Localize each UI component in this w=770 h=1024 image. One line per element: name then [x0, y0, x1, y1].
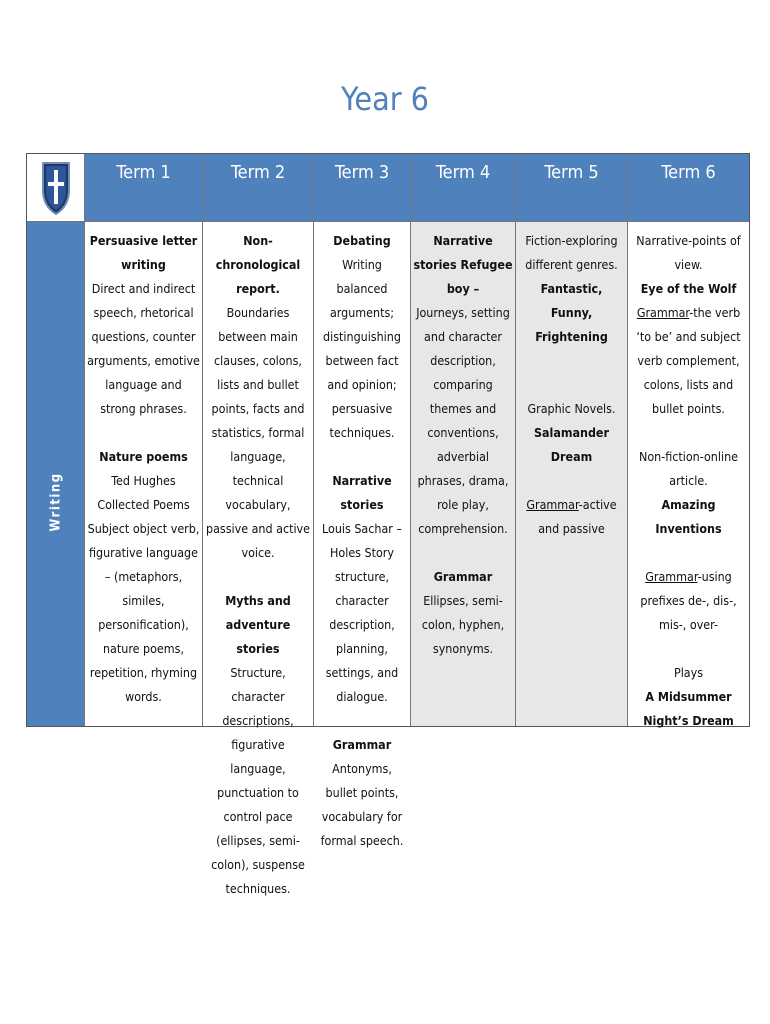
term-4-heading-1: Narrative stories Refugee boy –: [413, 233, 513, 296]
term-2-text-2: Structure, character descriptions, figurative language, punctuation to control pace (ellipses, semi-colon), suspense techniques.: [211, 665, 305, 896]
term-6-grammar-2: [630, 565, 747, 637]
term-2-heading-2: Myths and adventure stories: [225, 593, 291, 656]
term-6-plays-title: A Midsummer Night’s Dream: [643, 689, 734, 728]
term-6-book: Eye of the Wolf: [640, 281, 737, 296]
term-6-grammar-label-1: Grammar: [636, 305, 690, 320]
term-6-grammar-text-2: -using prefixes de-, dis-, mis-, over-: [640, 569, 737, 632]
curriculum-table: [26, 153, 750, 896]
term-1-text-1: Direct and indirect speech, rhetorical questions, counter arguments, emotive language and strong phrases.: [87, 281, 200, 416]
term-5-header: Term 5: [516, 154, 628, 222]
term-1-text-2: Ted Hughes Collected Poems Subject object verb, figurative language – (metaphors, similes, personification), nature poems, repetition, rhyming words.: [87, 473, 200, 704]
term-4-heading-2: Grammar: [433, 569, 493, 584]
shield-icon: [41, 160, 71, 216]
term-2-cell: [203, 222, 314, 896]
term-6-nonfiction: Non-fiction-online article.: [638, 449, 738, 488]
term-3-text-3: Antonyms, bullet points, vocabulary for formal speech.: [320, 761, 404, 848]
term-6-intro: Narrative-points of view.: [636, 233, 741, 272]
genre-frightening: Frightening: [535, 329, 608, 344]
term-5-grammar: [518, 493, 625, 541]
term-3-text-2: Louis Sachar – Holes Story structure, character description, planning, settings, and dialogue.: [322, 521, 402, 704]
term-1-cell: [85, 222, 203, 726]
term-5-graphic-label: Graphic Novels.: [527, 401, 616, 416]
term-3-heading-2: Narrative stories: [332, 473, 392, 512]
term-5-cell: [516, 222, 628, 726]
term-6-grammar-text-1: -the verb ‘to be’ and subject verb complement, colons, lists and bullet points.: [636, 305, 741, 416]
term-2-text-1: Boundaries between main clauses, colons, lists and bullet points, facts and statistics, formal language, technical vocabulary, passive and active voice.: [205, 305, 310, 560]
term-1-header: Term 1: [85, 154, 203, 222]
term-3-heading-3: Grammar: [332, 737, 392, 752]
term-3-cell: [314, 222, 411, 848]
term-6-nonfiction-title: Amazing Inventions: [655, 497, 722, 536]
term-4-text-1: Journeys, setting and character description, comparing themes and conventions, adverbial phrases, drama, role play, comprehension.: [416, 305, 510, 536]
term-2-heading-1: Non-chronological report.: [215, 233, 301, 296]
term-5-graphic-title: Salamander Dream: [533, 425, 609, 464]
school-crest: [27, 154, 85, 222]
term-2-header: Term 2: [203, 154, 314, 222]
subject-side-bar: [27, 222, 85, 726]
term-5-intro: Fiction-exploring different genres.: [525, 233, 618, 272]
term-6-header: Term 6: [628, 154, 749, 222]
genre-funny: Funny: [550, 305, 588, 320]
term-6-grammar-1: [630, 301, 747, 421]
subject-label: Writing: [48, 472, 64, 532]
term-4-header: Term 4: [411, 154, 516, 222]
term-5-grammar-text: -active and passive: [538, 497, 617, 536]
term-3-header: Term 3: [314, 154, 411, 222]
term-1-heading-2: Nature poems: [99, 449, 188, 464]
term-3-text-1: Writing balanced arguments; distinguishing between fact and opinion; persuasive techniques.: [323, 257, 401, 440]
term-6-plays-label: Plays: [673, 665, 704, 680]
term-5-genres: Fantastic, Funny, Frightening: [535, 281, 608, 344]
term-6-grammar-label-2: Grammar: [645, 569, 698, 584]
term-3-heading-1: Debating: [333, 233, 391, 248]
page-title: Year 6: [341, 80, 429, 118]
genre-fantastic: Fantastic: [540, 281, 599, 296]
term-4-cell: [411, 222, 516, 726]
term-4-text-2: Ellipses, semi-colon, hyphen, synonyms.: [421, 593, 505, 656]
term-1-heading-1: Persuasive letter writing: [89, 233, 198, 272]
term-6-cell: [628, 222, 749, 726]
term-5-grammar-label: Grammar: [526, 497, 579, 512]
